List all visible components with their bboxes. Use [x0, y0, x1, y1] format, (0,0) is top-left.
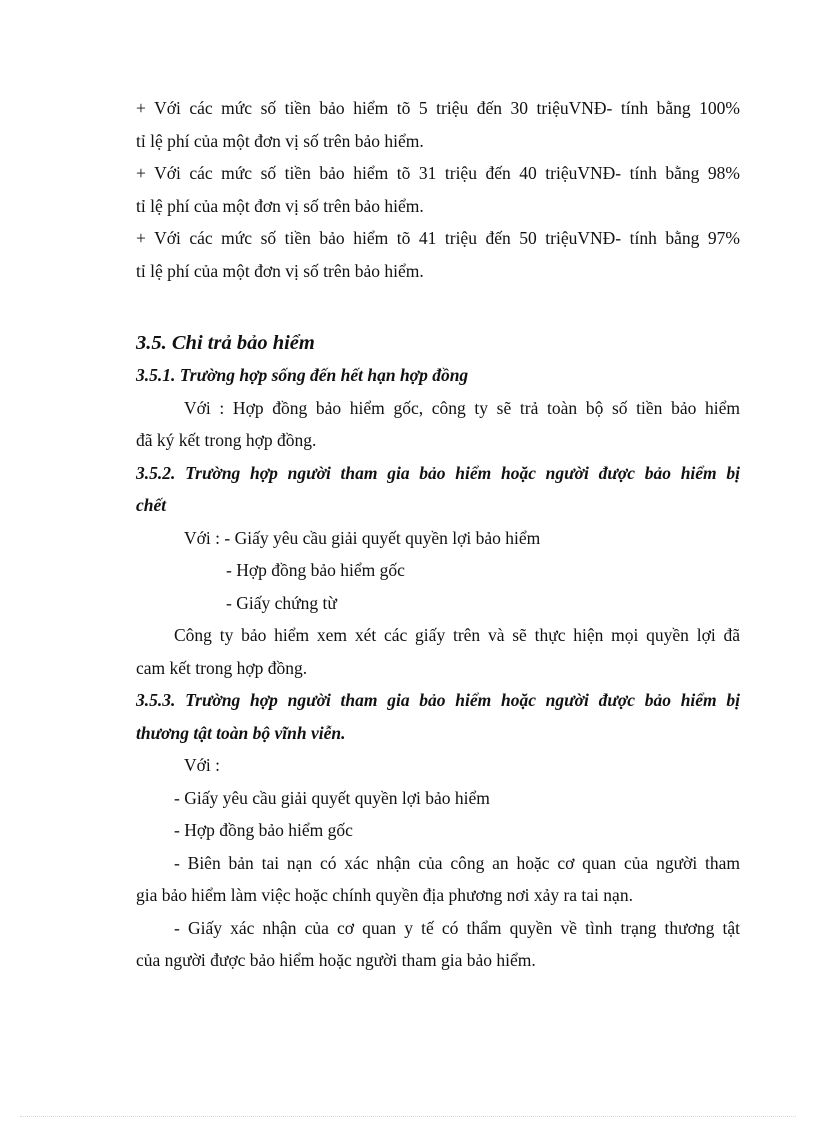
- subsection-heading: chết: [136, 495, 167, 515]
- spacer: [136, 287, 740, 319]
- list-item-continuation: gia bảo hiểm làm việc hoặc chính quyền địa phương nơi xảy ra tai nạn.: [136, 885, 633, 905]
- rate-tier: [136, 222, 740, 287]
- section-heading: 3.5. Chi trả bảo hiểm: [136, 332, 315, 354]
- list-item: - Giấy xác nhận của cơ quan y tế có thẩm quyền về tình trạng thương tật: [174, 917, 740, 938]
- list-item: Với : - Giấy yêu cầu giải quyết quyền lợi bảo hiểm: [184, 527, 541, 548]
- paragraph-line: Với : Hợp đồng bảo hiểm gốc, công ty sẽ trả toàn bộ số tiền bảo hiểm: [184, 397, 740, 418]
- rate-tier-line: + Với các mức số tiền bảo hiểm tõ 41 triệu đến 50 triệuVNĐ- tính bằng 97%: [136, 228, 740, 248]
- rate-tier: [136, 92, 740, 157]
- list-item: - Giấy chứng từ: [226, 592, 337, 613]
- paragraph-line: đã ký kết trong hợp đồng.: [136, 430, 317, 450]
- rate-tier-line: tỉ lệ phí của một đơn vị số trên bảo hiểm.: [136, 195, 424, 216]
- subsection-heading: 3.5.1. Trường hợp sống đến hết hạn hợp đồng: [136, 365, 469, 385]
- paragraph-line: Công ty bảo hiểm xem xét các giấy trên và sẽ thực hiện mọi quyền lợi đã: [174, 625, 740, 645]
- list-item: - Hợp đồng bảo hiểm gốc: [174, 820, 353, 840]
- list-item: - Hợp đồng bảo hiểm gốc: [226, 560, 405, 580]
- subsection-heading: 3.5.3. Trường hợp người tham gia bảo hiểm hoặc người được bảo hiểm bị: [136, 690, 740, 710]
- page-bottom-divider: [20, 1116, 796, 1117]
- subsection-heading: thương tật toàn bộ vĩnh viễn.: [136, 722, 346, 743]
- list-intro: Với :: [184, 755, 220, 775]
- subsection-heading: 3.5.2. Trường hợp người tham gia bảo hiểm hoặc người được bảo hiểm bị: [136, 462, 740, 483]
- rate-tier-line: tỉ lệ phí của một đơn vị số trên bảo hiểm.: [136, 260, 424, 281]
- document-page: [136, 92, 740, 977]
- list-item: - Giấy yêu cầu giải quyết quyền lợi bảo hiểm: [174, 787, 490, 808]
- rate-tier: [136, 157, 740, 222]
- rate-tier-line: + Với các mức số tiền bảo hiểm tõ 31 triệu đến 40 triệuVNĐ- tính bằng 98%: [136, 163, 740, 183]
- list-item: - Biên bản tai nạn có xác nhận của công an hoặc cơ quan của người tham: [174, 852, 740, 873]
- rate-tier-line: tỉ lệ phí của một đơn vị số trên bảo hiểm.: [136, 130, 424, 151]
- paragraph-line: cam kết trong hợp đồng.: [136, 657, 308, 678]
- list-item-continuation: của người được bảo hiểm hoặc người tham gia bảo hiểm.: [136, 950, 536, 970]
- rate-tier-line: + Với các mức số tiền bảo hiểm tõ 5 triệu đến 30 triệuVNĐ- tính bằng 100%: [136, 98, 740, 118]
